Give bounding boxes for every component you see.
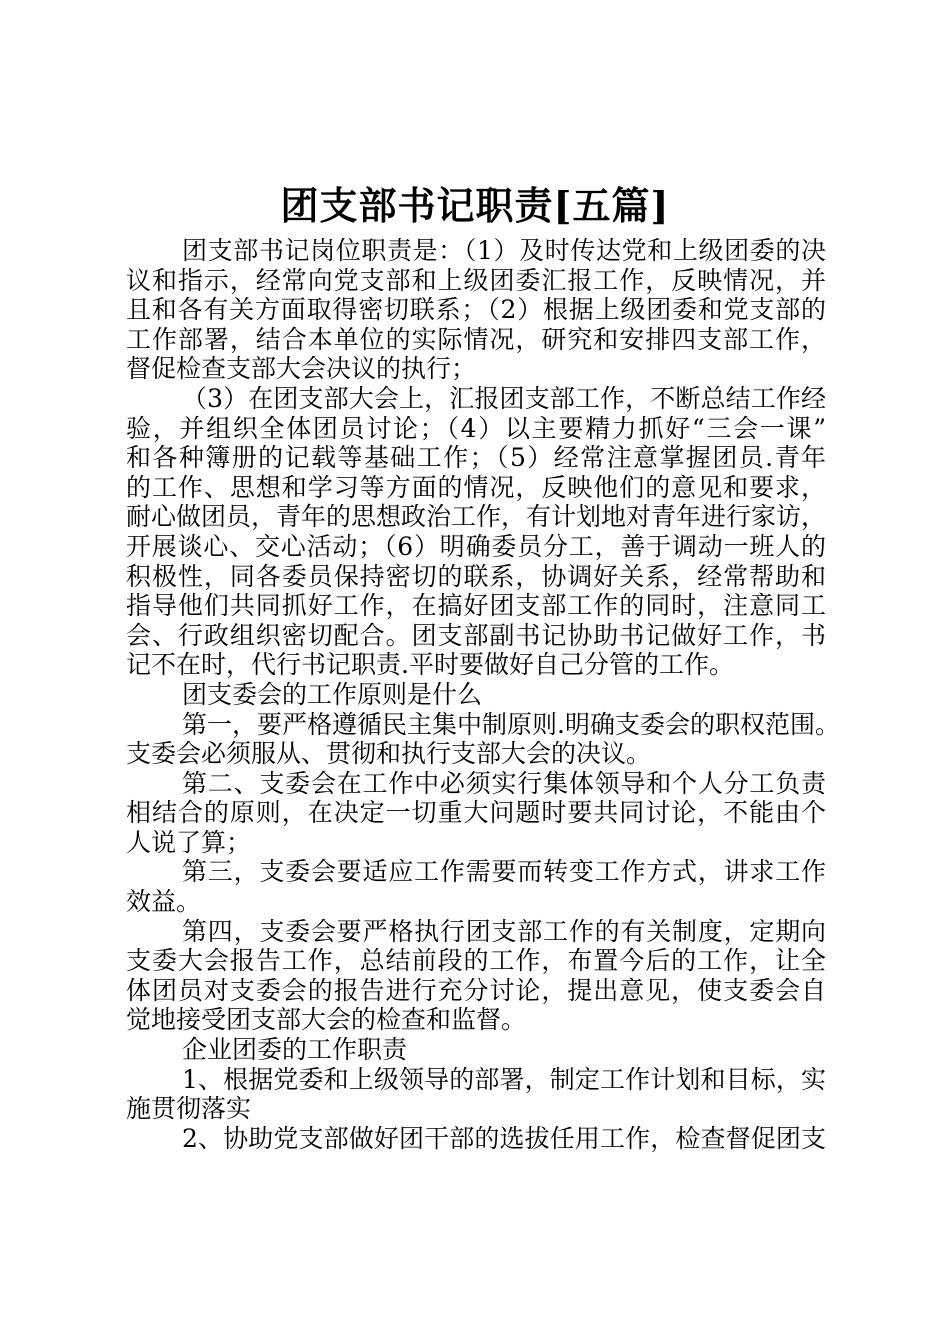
document-body xyxy=(126,236,840,1153)
text-line: 记不在时，代行书记职责.平时要做好自己分管的工作。 xyxy=(126,650,734,680)
text-line: 施贯彻落实 xyxy=(126,1094,252,1124)
text-line: 觉地接受团支部大会的检查和监督。 xyxy=(126,1005,527,1035)
text-line: 验，并组织全体团员讨论；（4）以主要精力抓好“三会一课” xyxy=(126,413,826,443)
text-line: 开展谈心、交心活动；（6）明确委员分工，善于调动一班人的 xyxy=(126,531,826,561)
text-line: 1、根据党委和上级领导的部署，制定工作计划和目标，实 xyxy=(182,1064,826,1094)
text-line: 团支委会的工作原则是什么 xyxy=(182,679,483,709)
text-line: 和各种簿册的记载等基础工作；（5）经常注意掌握团员.青年 xyxy=(126,443,826,473)
text-line: 支委大会报告工作，总结前段的工作，布置今后的工作，让全 xyxy=(126,946,826,976)
text-line: 企业团委的工作职责 xyxy=(182,1035,408,1065)
text-line: 效益。 xyxy=(126,887,202,917)
document-title: 团支部书记职责[五篇] xyxy=(280,183,670,228)
text-line: 第三，支委会要适应工作需要而转变工作方式，讲求工作 xyxy=(182,857,826,887)
text-line: 人说了算； xyxy=(126,827,252,857)
text-line: 指导他们共同抓好工作，在搞好团支部工作的同时，注意同工 xyxy=(126,591,826,621)
text-line: （3）在团支部大会上，汇报团支部工作，不断总结工作经 xyxy=(182,383,826,413)
text-line: 支委会必须服从、贯彻和执行支部大会的决议。 xyxy=(126,739,652,769)
text-line: 且和各有关方面取得密切联系；（2）根据上级团委和党支部的 xyxy=(126,295,826,325)
text-line: 2、协助党支部做好团干部的选拔任用工作，检查督促团支 xyxy=(182,1123,826,1153)
text-line: 督促检查支部大会决议的执行； xyxy=(126,354,477,384)
text-line: 第二、支委会在工作中必须实行集体领导和个人分工负责 xyxy=(182,768,826,798)
text-line: 工作部署，结合本单位的实际情况，研究和安排四支部工作， xyxy=(126,324,826,354)
text-line: 团支部书记岗位职责是：（1）及时传达党和上级团委的决 xyxy=(182,236,826,265)
text-line: 耐心做团员，青年的思想政治工作，有计划地对青年进行家访， xyxy=(126,502,827,532)
text-line: 会、行政组织密切配合。团支部副书记协助书记做好工作，书 xyxy=(126,620,826,650)
text-line: 议和指示，经常向党支部和上级团委汇报工作，反映情况，并 xyxy=(126,265,826,295)
text-line: 相结合的原则，在决定一切重大问题时要共同讨论，不能由个 xyxy=(126,798,826,828)
text-line: 积极性，同各委员保持密切的联系，协调好关系，经常帮助和 xyxy=(126,561,826,591)
text-line: 的工作、思想和学习等方面的情况，反映他们的意见和要求， xyxy=(126,472,826,502)
text-line: 体团员对支委会的报告进行充分讨论，提出意见，使支委会自 xyxy=(126,975,826,1005)
text-line: 第四，支委会要严格执行团支部工作的有关制度，定期向 xyxy=(182,916,826,946)
text-line: 第一，要严格遵循民主集中制原则.明确支委会的职权范围。 xyxy=(182,709,840,739)
